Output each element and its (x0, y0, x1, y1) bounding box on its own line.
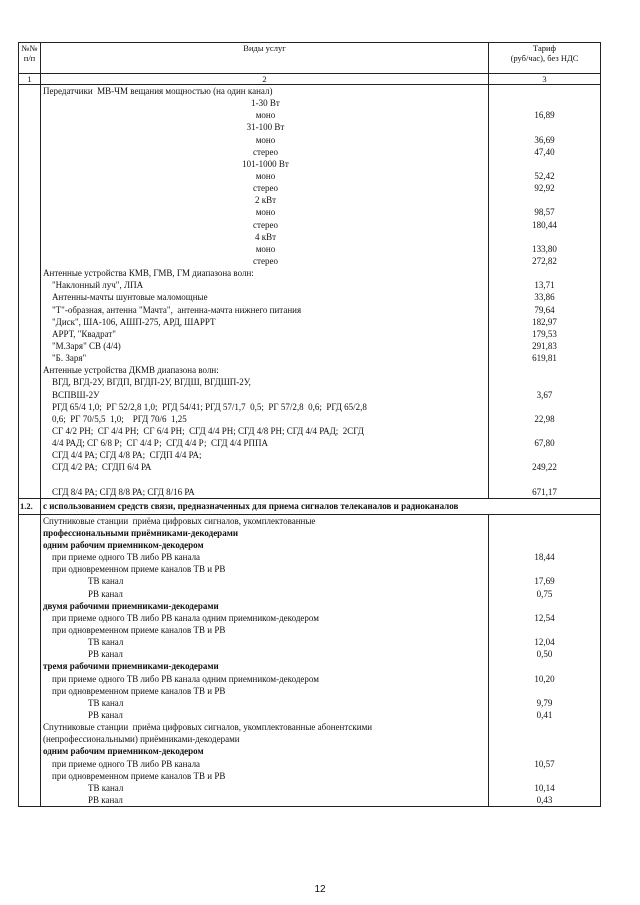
price-value (489, 527, 600, 539)
price-value: 0,75 (536, 588, 553, 599)
price-value (489, 121, 600, 133)
price-value (489, 563, 600, 575)
service-line: Спутниковые станции приёма цифровых сигналов, укомплектованные (43, 515, 316, 526)
service-line: ТВ канал (43, 576, 124, 587)
service-line: при приеме одного ТВ либо РВ канала (43, 758, 201, 769)
service-line: тремя рабочими приемниками-декодерами (43, 661, 219, 672)
price-value: 13,71 (534, 280, 555, 291)
price-value: 179,53 (532, 328, 557, 339)
section-row (19, 498, 601, 514)
table-header-row (19, 43, 601, 74)
price-value: 0,43 (536, 795, 553, 806)
service-line: при приеме одного ТВ либо РВ канала (43, 552, 201, 563)
section-title: с использованием средств связи, предназначенных для приема сигналов телеканалов и радиоканалов (41, 498, 601, 514)
price-value: 291,83 (532, 340, 557, 351)
price-value (489, 733, 600, 745)
table-row (19, 85, 601, 499)
price-value (489, 364, 600, 376)
service-line: одним рабочим приемником-декодером (43, 540, 204, 551)
price-value (489, 539, 600, 551)
service-line: стерео (253, 255, 278, 266)
price-value: 0,41 (536, 710, 553, 721)
table-row (19, 514, 601, 806)
price-value: 182,97 (532, 316, 557, 327)
service-line: 0,6; РГ 70/5,5 1,0; РГД 70/6 1,25 (43, 413, 187, 424)
price-value: 272,82 (532, 255, 557, 266)
tariff-table (18, 42, 601, 807)
price-value: 9,79 (536, 697, 553, 708)
price-value (489, 158, 600, 170)
service-line: "Б. Заря" (43, 353, 87, 364)
price-value: 10,20 (534, 673, 555, 684)
service-line: моно (255, 243, 276, 254)
service-line: 1-30 Вт (251, 98, 280, 109)
price-value (489, 745, 600, 757)
service-cell (41, 85, 489, 499)
page-number: 12 (314, 884, 326, 895)
service-line: РГД 65/4 1,0; РГ 52/2,8 1,0; РГД 54/41; РГД 57/1,7 0,5; РГ 57/2,8 0,6; РГД 65/2,8 (43, 401, 367, 412)
service-line: РВ канал (43, 588, 123, 599)
service-line: при приеме одного ТВ либо РВ канала одним приемником-декодером (43, 612, 319, 623)
price-value: 133,80 (532, 243, 557, 254)
price-value (489, 474, 600, 486)
service-line: СГД 4/2 РА; СГДП 6/4 РА (43, 462, 152, 473)
service-line: при одновременном приеме каналов ТВ и РВ (43, 685, 226, 696)
service-line: СГД 4/4 РА; СГД 4/8 РА; СГДП 4/4 РА; (43, 450, 202, 461)
price-value (489, 97, 600, 109)
service-line: РВ канал (43, 795, 123, 806)
service-line: "Т"-образная, антенна "Мачта", антенна-мачта нижнего питания (43, 304, 302, 315)
service-line: двумя рабочими приемниками-декодерами (43, 600, 219, 611)
service-line: 2 кВт (254, 195, 277, 206)
service-line: "М.Заря" СВ (4/4) (43, 340, 121, 351)
price-value: 12,04 (534, 637, 555, 648)
service-line: при одновременном приеме каналов ТВ и РВ (43, 770, 226, 781)
price-value (489, 231, 600, 243)
service-line: моно (255, 110, 276, 121)
price-value: 619,81 (532, 353, 557, 364)
service-cell (41, 514, 489, 806)
service-line: Передатчики МВ-ЧМ вещания мощностью (на один канал) (43, 86, 273, 96)
number-cell (19, 85, 41, 499)
service-line: одним рабочим приемником-декодером (43, 746, 204, 757)
service-line: при одновременном приеме каналов ТВ и РВ (43, 625, 226, 636)
price-cell (489, 514, 601, 806)
price-value (489, 685, 600, 697)
service-line: стерео (253, 219, 278, 230)
price-value: 22,98 (534, 413, 555, 424)
price-value: 10,14 (534, 782, 555, 793)
price-value: 10,57 (534, 758, 555, 769)
price-value: 180,44 (532, 219, 557, 230)
header-service: Виды услуг (41, 43, 489, 74)
price-value: 52,42 (534, 170, 555, 181)
table-index-row (19, 74, 601, 85)
price-value: 3,67 (536, 389, 553, 400)
price-value: 16,89 (534, 110, 555, 121)
service-line: СГД 8/4 РА; СГД 8/8 РА; СГД 8/16 РА (43, 486, 195, 497)
price-value: 17,69 (534, 576, 555, 587)
service-line: ТВ канал (43, 637, 124, 648)
price-value: 33,86 (534, 292, 555, 303)
price-value (489, 624, 600, 636)
service-line: Антенны-мачты шунтовые маломощные (43, 292, 208, 303)
price-cell (489, 85, 601, 499)
price-value: 98,57 (534, 207, 555, 218)
service-line: моно (255, 170, 276, 181)
price-value: 92,92 (534, 183, 555, 194)
service-line: ВГД, ВГД-2У, ВГДП, ВГДП-2У, ВГДШ, ВГДШП-2У, (43, 377, 251, 388)
service-line: (непрофессиональными) приёмниками-декодерами (43, 734, 240, 745)
service-line: стерео (253, 146, 278, 157)
price-value (489, 85, 600, 97)
service-line: РВ канал (43, 649, 123, 660)
index-cell: 1 (19, 74, 41, 85)
price-value (489, 721, 600, 733)
price-value (489, 660, 600, 672)
service-line: при одновременном приеме каналов ТВ и РВ (43, 564, 226, 575)
price-value: 79,64 (534, 304, 555, 315)
service-line: 4/4 РАД; СГ 6/8 Р; СГ 4/4 Р; СГД 4/4 Р; СГД 4/4 РППА (43, 438, 269, 449)
price-value (489, 425, 600, 437)
service-line: Антенные устройства ДКМВ диапазона волн: (43, 365, 219, 376)
price-value: 47,40 (534, 146, 555, 157)
index-cell: 2 (41, 74, 489, 85)
service-line: 4 кВт (254, 231, 277, 242)
service-line: ВСПВШ-2У (43, 389, 100, 400)
service-line: РВ канал (43, 710, 123, 721)
service-line: СГ 4/2 РН; СГ 4/4 РН; СГ 6/4 РН; СГД 4/4 РН; СГД 4/8 РН; СГД 4/4 РАД; 2СГД (43, 425, 364, 436)
price-value: 12,54 (534, 612, 555, 623)
price-value: 249,22 (532, 462, 557, 473)
index-cell: 3 (489, 74, 601, 85)
price-value (489, 515, 600, 527)
price-value (489, 770, 600, 782)
service-line: Спутниковые станции приёма цифровых сигналов, укомплектованные абонентскими (43, 722, 373, 733)
price-value: 18,44 (534, 552, 555, 563)
service-line: "Диск", ША-106, АШП-275, АРД, ШАРРТ (43, 316, 216, 327)
price-value (489, 376, 600, 388)
service-line: 31-100 Вт (246, 122, 285, 133)
price-value (489, 267, 600, 279)
price-value (489, 401, 600, 413)
header-number: №№ п/п (19, 43, 41, 74)
service-line: моно (255, 207, 276, 218)
service-line: профессиональными приёмниками-декодерами (43, 527, 239, 538)
price-value (489, 194, 600, 206)
service-line: АРРТ, "Квадрат" (43, 328, 116, 339)
price-value: 67,80 (534, 438, 555, 449)
service-line: Антенные устройства КМВ, ГМВ, ГМ диапазона волн: (43, 268, 254, 279)
price-value: 671,17 (532, 486, 557, 497)
price-value: 0,50 (536, 649, 553, 660)
service-line (43, 474, 488, 486)
service-line: стерео (253, 183, 278, 194)
service-line: 101-1000 Вт (242, 158, 289, 169)
service-line: моно (255, 134, 276, 145)
price-value: 36,69 (534, 134, 555, 145)
number-cell (19, 514, 41, 806)
document-page (18, 42, 600, 807)
service-line: ТВ канал (43, 782, 124, 793)
service-line: ТВ канал (43, 697, 124, 708)
service-line: при приеме одного ТВ либо РВ канала одним приемником-декодером (43, 673, 319, 684)
header-tariff: Тариф (руб/час), без НДС (489, 43, 601, 74)
section-number: 1.2. (19, 498, 41, 514)
price-value (489, 600, 600, 612)
price-value (489, 449, 600, 461)
service-line: "Наклонный луч", ЛПА (43, 280, 144, 291)
